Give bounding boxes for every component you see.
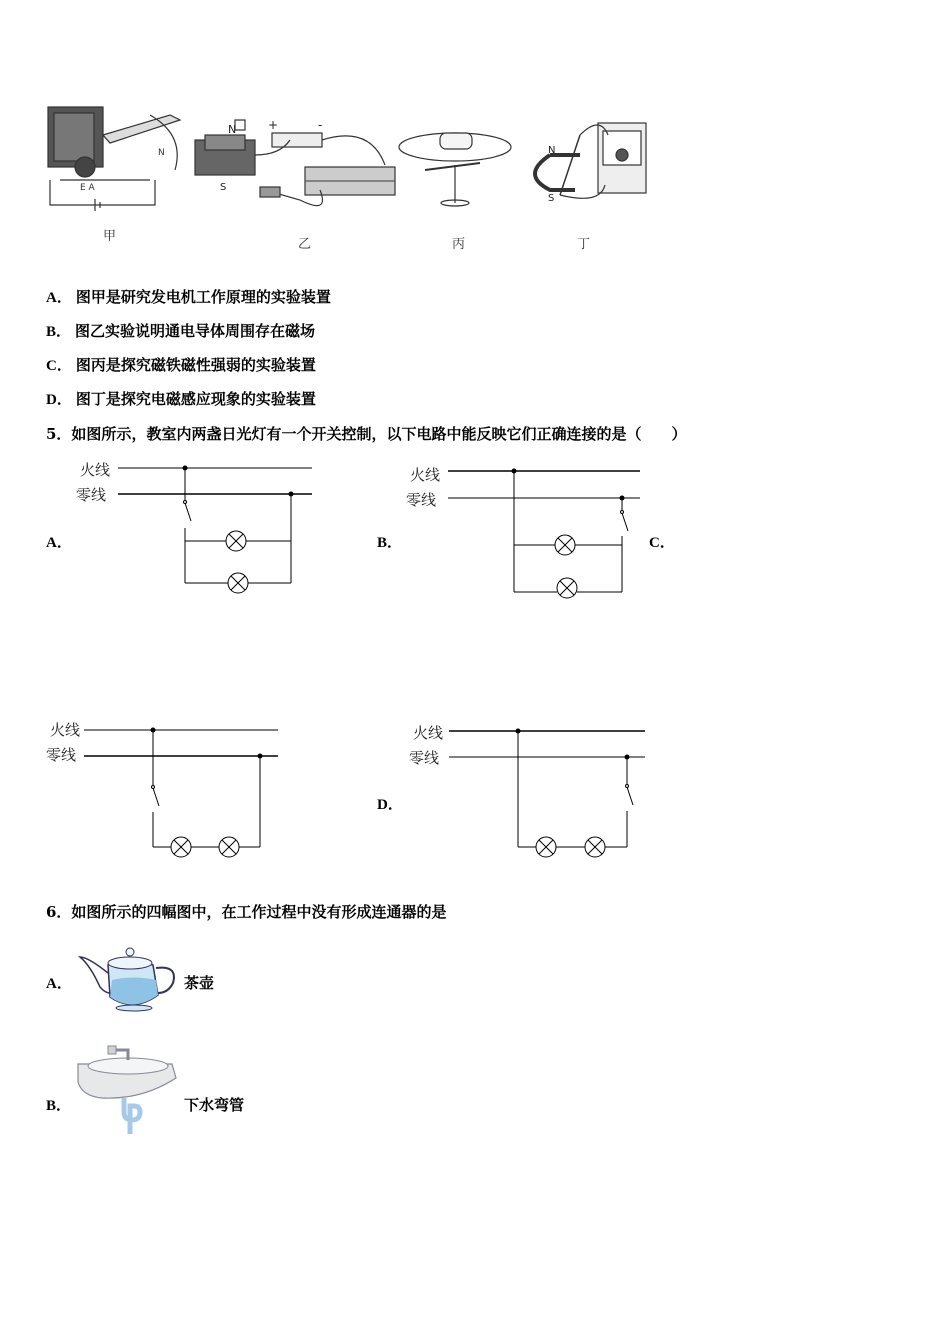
option-d-label: D．: [46, 392, 72, 408]
figure-bing-drawing: [399, 133, 511, 206]
svg-text:E A: E A: [80, 183, 95, 193]
figure-yi-drawing: [195, 118, 395, 206]
option-c-text: 图丙是探究磁铁磁性强弱的实验装置: [75, 356, 316, 374]
option-a: [46, 286, 331, 307]
circuit-c-lamp-1: [171, 837, 191, 857]
svg-text:-: -: [318, 118, 323, 132]
circuit-c: [40, 715, 290, 865]
option-d: [46, 388, 316, 409]
circuit-c-lamp-2: [219, 837, 239, 857]
teapot-image: [78, 935, 183, 1015]
circuit-b-label: B．: [377, 535, 403, 551]
circuit-b-lamp-2: [557, 578, 577, 598]
sink-drain-image: [72, 1042, 184, 1138]
circuit-b-lamp-1: [555, 535, 575, 555]
circuit-a-label: A．: [46, 535, 72, 551]
caption-jia: 甲: [103, 229, 117, 244]
q6-option-a-label: A．: [46, 976, 72, 992]
caption-ding: 丁: [577, 237, 591, 252]
circuit-a-lamp-1: [226, 531, 246, 551]
experiment-drawings: [40, 95, 670, 255]
option-c: [46, 354, 316, 375]
circuit-c-neutral-label: 零线: [46, 746, 77, 764]
circuit-d-label: D．: [377, 797, 403, 813]
circuit-c-label: C．: [649, 535, 675, 551]
option-c-label: C．: [46, 358, 72, 374]
circuit-d-live-label: 火线: [413, 724, 444, 742]
figure-jia-drawing: [48, 107, 180, 211]
q6-option-b-caption: 下水弯管: [184, 1096, 245, 1114]
circuit-a-lamp-2: [228, 573, 248, 593]
option-a-text: 图甲是研究发电机工作原理的实验装置: [75, 288, 331, 306]
q6-option-b-label: B．: [46, 1098, 72, 1114]
svg-text:+: +: [268, 118, 279, 132]
svg-text:N: N: [158, 148, 165, 158]
circuit-a: [70, 455, 320, 605]
svg-text:N: N: [228, 123, 237, 136]
caption-yi: 乙: [298, 237, 312, 252]
circuit-b-live-label: 火线: [410, 466, 441, 484]
option-a-label: A．: [46, 290, 72, 306]
svg-text:N: N: [548, 145, 556, 156]
circuit-d-lamp-2: [585, 837, 605, 857]
question-5-stem: 5．如图所示，教室内两盏日光灯有一个开关控制，以下电路中能反映它们正确连接的是（ ）: [46, 425, 687, 443]
figure-ding-drawing: [535, 123, 646, 204]
circuit-a-neutral-label: 零线: [76, 486, 107, 504]
circuit-d-lamp-1: [536, 837, 556, 857]
circuit-d-neutral-label: 零线: [409, 749, 440, 767]
physics-figures: [40, 95, 670, 255]
circuit-a-live-label: 火线: [80, 461, 111, 479]
option-d-text: 图丁是探究电磁感应现象的实验装置: [75, 390, 316, 408]
circuit-b: [400, 460, 650, 610]
option-b-text: 图乙实验说明通电导体周围存在磁场: [75, 322, 316, 340]
svg-text:S: S: [220, 182, 227, 193]
caption-bing: 丙: [452, 237, 466, 252]
option-b-label: B．: [46, 324, 72, 340]
circuit-d: [403, 718, 653, 868]
circuit-c-live-label: 火线: [50, 721, 81, 739]
q6-option-a-caption: 茶壶: [184, 974, 215, 992]
option-b: [46, 320, 315, 341]
svg-text:S: S: [548, 193, 555, 204]
question-6-stem: 6．如图所示的四幅图中，在工作过程中没有形成连通器的是: [46, 903, 447, 921]
circuit-b-neutral-label: 零线: [406, 491, 437, 509]
